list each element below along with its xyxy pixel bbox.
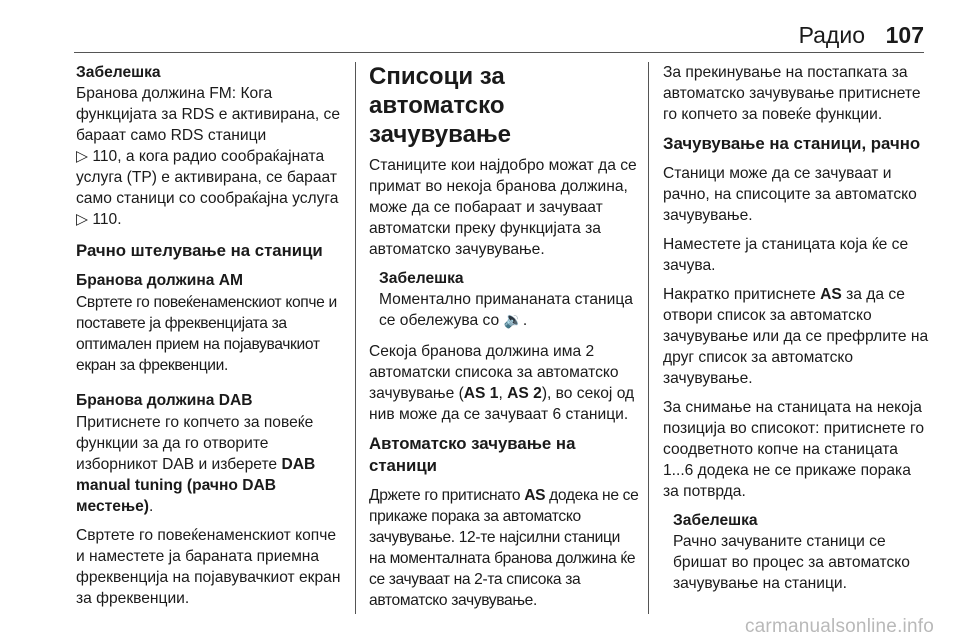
column-divider-2 <box>648 62 649 614</box>
autostore-lists-text <box>369 341 639 425</box>
page-number: 107 <box>885 22 924 48</box>
auto-text-b: додека не се прикаже порака за автоматско зачувување. 12-те најсилни станици на моменталната бранова должина ќе се зачуваат на 2-та списока за автоматско зачувување. <box>369 487 639 609</box>
as1-label: AS 1 <box>463 385 499 402</box>
lists-text-b: ), во секој од нив може да се зачуваат 6 станици. <box>369 385 635 423</box>
heading-am: Бранова должина AM <box>76 272 243 289</box>
note-end: . <box>522 312 528 329</box>
manual-save-p3 <box>663 284 929 389</box>
autostore-intro: Станиците кои најдобро можат да се примат во некоја бранова должина, може да се побараат и зачуваат автоматски преку функцијата за автоматско зачувување. <box>369 157 637 258</box>
note-manual-deleted <box>673 510 929 594</box>
note-title: Забелешка <box>673 512 758 529</box>
note-current-station <box>379 268 639 331</box>
auto-text-a: Држете го притиснато <box>369 487 521 504</box>
note-title: Забелешка <box>379 270 464 287</box>
p3-text-a: Накратко притиснете <box>663 286 816 303</box>
manual-save-p1: Станици може да се зачуваат и рачно, на списоците за автоматско зачувување. <box>663 165 917 224</box>
am-text: Свртете го повеќенаменскиот копче и поставете ја фреквенцијата за оптимален прием на појавувачкиот екран за фреквенции. <box>76 294 337 374</box>
column-2 <box>369 62 639 619</box>
dab-text-b: . <box>148 498 154 515</box>
column-divider-1 <box>355 62 356 614</box>
as-label: AS <box>820 286 842 303</box>
heading-manual-save: Зачувување на станици, рачно <box>663 134 921 153</box>
dab-text-a: Притиснете го копчето за повеќе функции за да го отворите изборникот DAB и изберете <box>76 414 314 473</box>
auto-save-text <box>369 485 639 611</box>
speaker-icon: 🔉 <box>503 312 523 329</box>
manual-save-p2: Наместете ја станицата која ќе се зачува. <box>663 236 909 274</box>
page-title: Радио <box>798 22 865 48</box>
column-3 <box>663 62 929 604</box>
lists-sep: , <box>498 385 508 402</box>
note-text <box>379 289 639 331</box>
note-text: Рачно зачуваните станици се бришат во процес за автоматско зачувување на станици. <box>673 533 910 592</box>
page-header <box>0 0 960 52</box>
note-text-a: Моментално примананата станица се обележува со <box>379 291 633 329</box>
watermark: carmanualsonline.info <box>744 616 934 637</box>
lists-text-a: Секоја бранова должина има 2 автоматски списока за автоматско зачувување ( <box>369 343 619 402</box>
heading-auto-save: Автоматско зачување на станици <box>369 434 576 475</box>
p3-text-b: за да се отвори список за автоматско зачувување или да се префрлите на друг список за автоматско зачувување. <box>663 286 929 387</box>
cancel-text: За прекинување на постапката за автоматско зачувување притиснете го копчето за повеќе функции. <box>663 64 921 123</box>
triangle-right-icon: ▷ <box>76 211 88 228</box>
triangle-right-icon: ▷ <box>76 148 88 165</box>
heading-dab: Бранова должина DAB <box>76 392 253 409</box>
note-text <box>76 83 348 230</box>
manual-save-p4: За снимање на станицата на некоја позиција во списокот: притиснете го соодветното копче на станицата 1...6 додека не се прикаже порака за потврда. <box>663 399 924 500</box>
note-title: Забелешка <box>76 64 161 81</box>
dab-text-2: Свртете го повеќенаменскиот копче и наместете ја бараната приемна фреквенција на појавувачкиот екран за фреквенции. <box>76 527 341 607</box>
note-text-a: Бранова должина FM: Кога функцијата за RDS е активирана, се бараат само RDS станици <box>76 85 340 144</box>
dab-text <box>76 412 348 517</box>
note-ref1: 110, а кога радио сообраќајната услуга (TP) е активирана, се бараат само станици со сообраќајна услуга <box>76 148 339 207</box>
as2-label: AS 2 <box>507 385 542 402</box>
note-ref2: 110. <box>92 211 122 228</box>
column-1 <box>76 62 348 617</box>
heading-manual-tuning: Рачно штелување на станици <box>76 241 323 260</box>
dab-menu-label: DAB manual tuning (рачно DAB местење) <box>76 456 316 515</box>
heading-autostore-lists: Списоци за автоматско зачувување <box>369 63 512 148</box>
note-fm <box>76 62 348 230</box>
header-rule <box>74 52 924 53</box>
as-label: AS <box>524 487 546 504</box>
